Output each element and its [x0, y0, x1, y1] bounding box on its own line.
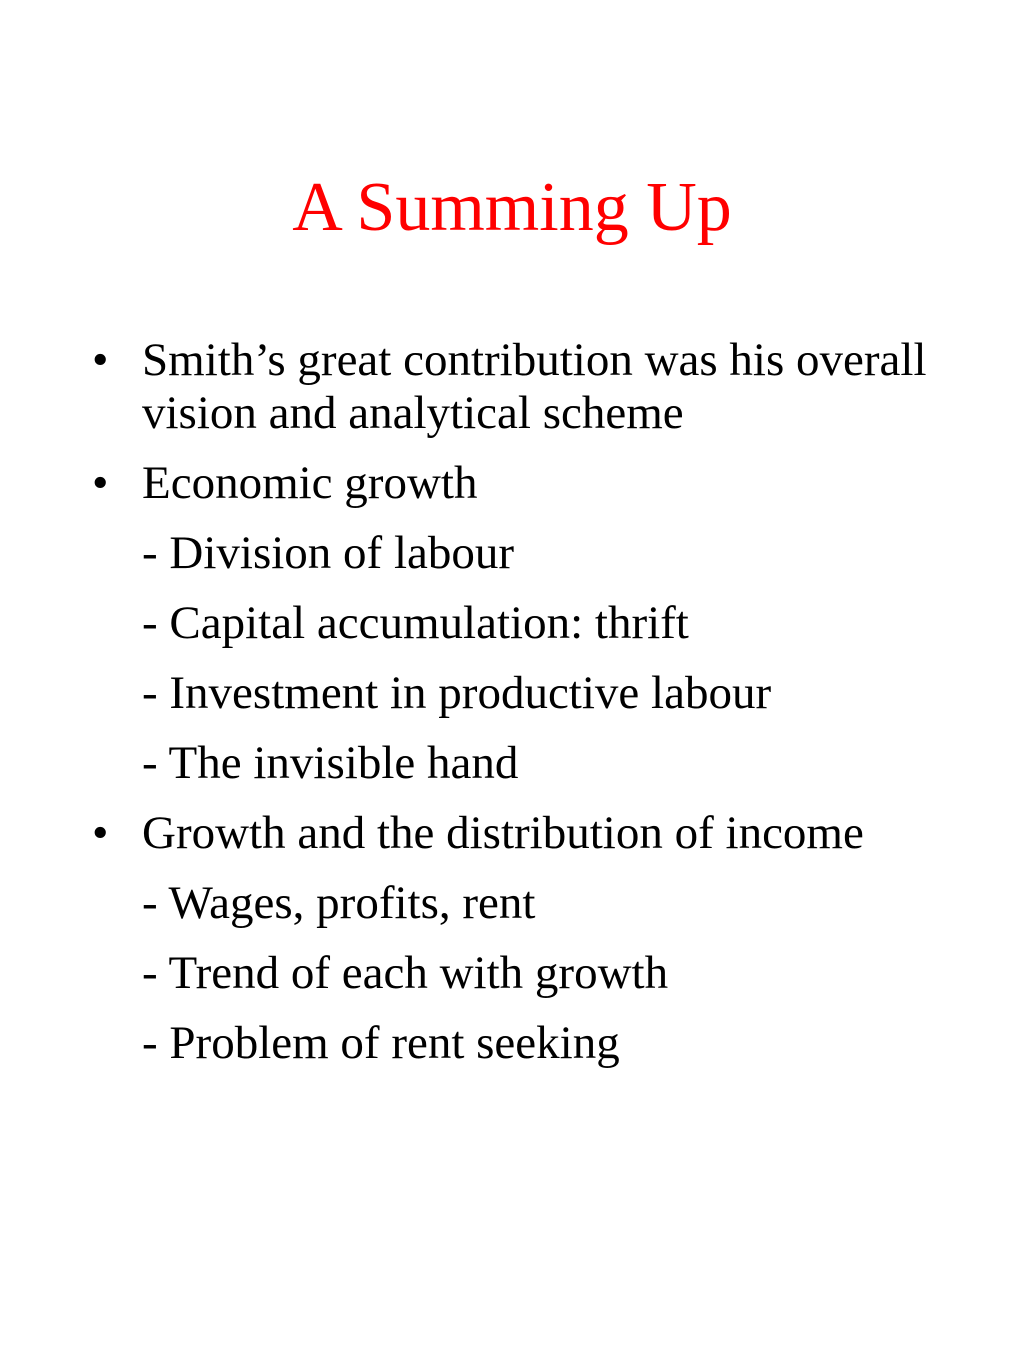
slide-title: A Summing Up	[292, 169, 732, 246]
bullet-text: Economic growth	[142, 457, 478, 509]
sub-item: - Capital accumulation: thrift	[142, 597, 689, 649]
bullet-item	[92, 807, 992, 860]
sub-item: - Investment in productive labour	[142, 667, 772, 719]
sub-item: - The invisible hand	[142, 737, 519, 789]
sub-item: - Division of labour	[142, 527, 515, 579]
bullet-item	[92, 334, 992, 440]
sub-item: - Trend of each with growth	[142, 947, 669, 999]
bullet-dot-icon: •	[92, 457, 109, 509]
bullet-text: Smith’s great contribution was his overall vision and analytical scheme	[142, 334, 927, 439]
bullet-text: Growth and the distribution of income	[142, 807, 864, 859]
slide-body	[92, 334, 992, 1070]
bullet-dot-icon: •	[92, 807, 109, 859]
bullet-dot-icon: •	[92, 334, 109, 386]
bullet-item	[92, 457, 992, 510]
sub-item: - Problem of rent seeking	[142, 1017, 620, 1069]
sub-item: - Wages, profits, rent	[142, 877, 536, 929]
